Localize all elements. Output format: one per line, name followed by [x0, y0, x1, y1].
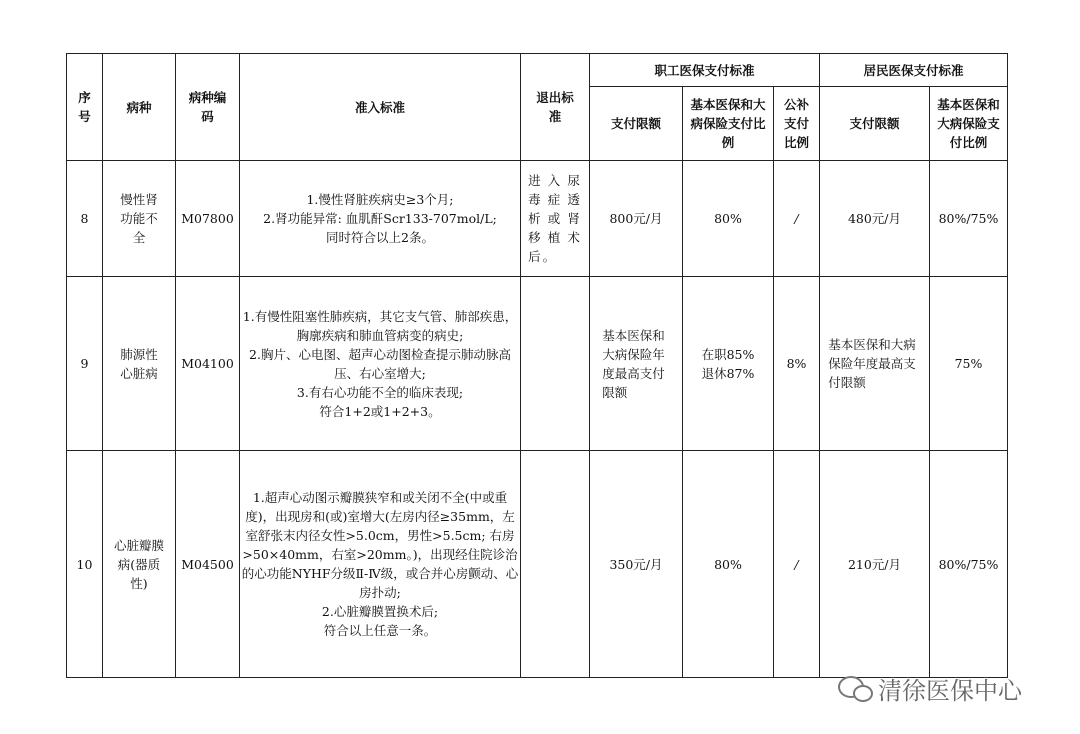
header-emp-limit: 支付限额: [590, 87, 683, 161]
cell-code: M04100: [176, 277, 240, 451]
watermark: [838, 670, 1022, 706]
cell-res-ratio: 80%/75%: [930, 451, 1008, 678]
cell-res-ratio: 75%: [930, 277, 1008, 451]
cell-emp-subsidy: 8%: [774, 277, 820, 451]
insurance-standards-table: [66, 53, 1008, 678]
cell-res-ratio: 80%/75%: [930, 161, 1008, 277]
watermark-text: 清徐医保中心: [878, 676, 1022, 705]
header-res-limit: 支付限额: [820, 87, 930, 161]
header-emp-subsidy: 公补支付比例: [774, 87, 820, 161]
cell-emp-ratio: 80%: [683, 161, 774, 277]
header-employee-group: 职工医保支付标准: [590, 54, 820, 87]
cell-emp-ratio: 80%: [683, 451, 774, 678]
header-exit: 退出标准: [521, 54, 590, 161]
header-seq: 序号: [67, 54, 103, 161]
cell-res-limit: 480元/月: [820, 161, 930, 277]
header-admission: 准入标准: [240, 54, 521, 161]
cell-emp-subsidy: /: [774, 451, 820, 678]
cell-disease: 肺源性心脏病: [103, 277, 176, 451]
header-resident-group: 居民医保支付标准: [820, 54, 1008, 87]
cell-res-limit: 210元/月: [820, 451, 930, 678]
cell-disease: 慢性肾功能不全: [103, 161, 176, 277]
table-row: [67, 277, 1008, 451]
cell-seq: 8: [67, 161, 103, 277]
cell-exit: 进入尿毒症透析或肾移植术后。: [521, 161, 590, 277]
wechat-icon: [838, 673, 872, 703]
cell-emp-limit: 350元/月: [590, 451, 683, 678]
table-row: [67, 451, 1008, 678]
cell-code: M04500: [176, 451, 240, 678]
cell-disease: 心脏瓣膜病(器质性): [103, 451, 176, 678]
cell-res-limit: 基本医保和大病保险年度最高支付限额: [820, 277, 930, 451]
cell-emp-limit: 800元/月: [590, 161, 683, 277]
header-code: 病种编码: [176, 54, 240, 161]
cell-exit: [521, 451, 590, 678]
header-res-ratio: 基本医保和大病保险支付比例: [930, 87, 1008, 161]
cell-emp-ratio: 在职85% 退休87%: [683, 277, 774, 451]
cell-code: M07800: [176, 161, 240, 277]
header-disease: 病种: [103, 54, 176, 161]
cell-exit: [521, 277, 590, 451]
cell-seq: 9: [67, 277, 103, 451]
cell-seq: 10: [67, 451, 103, 678]
cell-admission: 1.超声心动图示瓣膜狭窄和或关闭不全(中或重度)，出现房和(或)室增大(左房内径≥35mm，左室舒张末内径女性>5.0cm，男性>5.5cm; 右房>50×40mm，右室>20mm。)，出现经住院诊治的心功能NYHF分级Ⅱ-Ⅳ级，或合并心房颤动、心房扑动; 2.心脏瓣膜置换术后; 符合以上任意一条。: [240, 451, 521, 678]
header-emp-ratio: 基本医保和大病保险支付比例: [683, 87, 774, 161]
cell-emp-limit: 基本医保和大病保险年度最高支付限额: [590, 277, 683, 451]
cell-admission: 1.慢性肾脏疾病史≥3个月; 2.肾功能异常: 血肌酐Scr133-707mol/L; 同时符合以上2条。: [240, 161, 521, 277]
table-row: [67, 161, 1008, 277]
cell-admission: 1.有慢性阻塞性肺疾病，其它支气管、肺部疾患，胸廓疾病和肺血管病变的病史; 2.胸片、心电图、超声心动图检查提示肺动脉高压、右心室增大; 3.有右心功能不全的临床表现; 符合1+2或1+2+3。: [240, 277, 521, 451]
cell-emp-subsidy: /: [774, 161, 820, 277]
